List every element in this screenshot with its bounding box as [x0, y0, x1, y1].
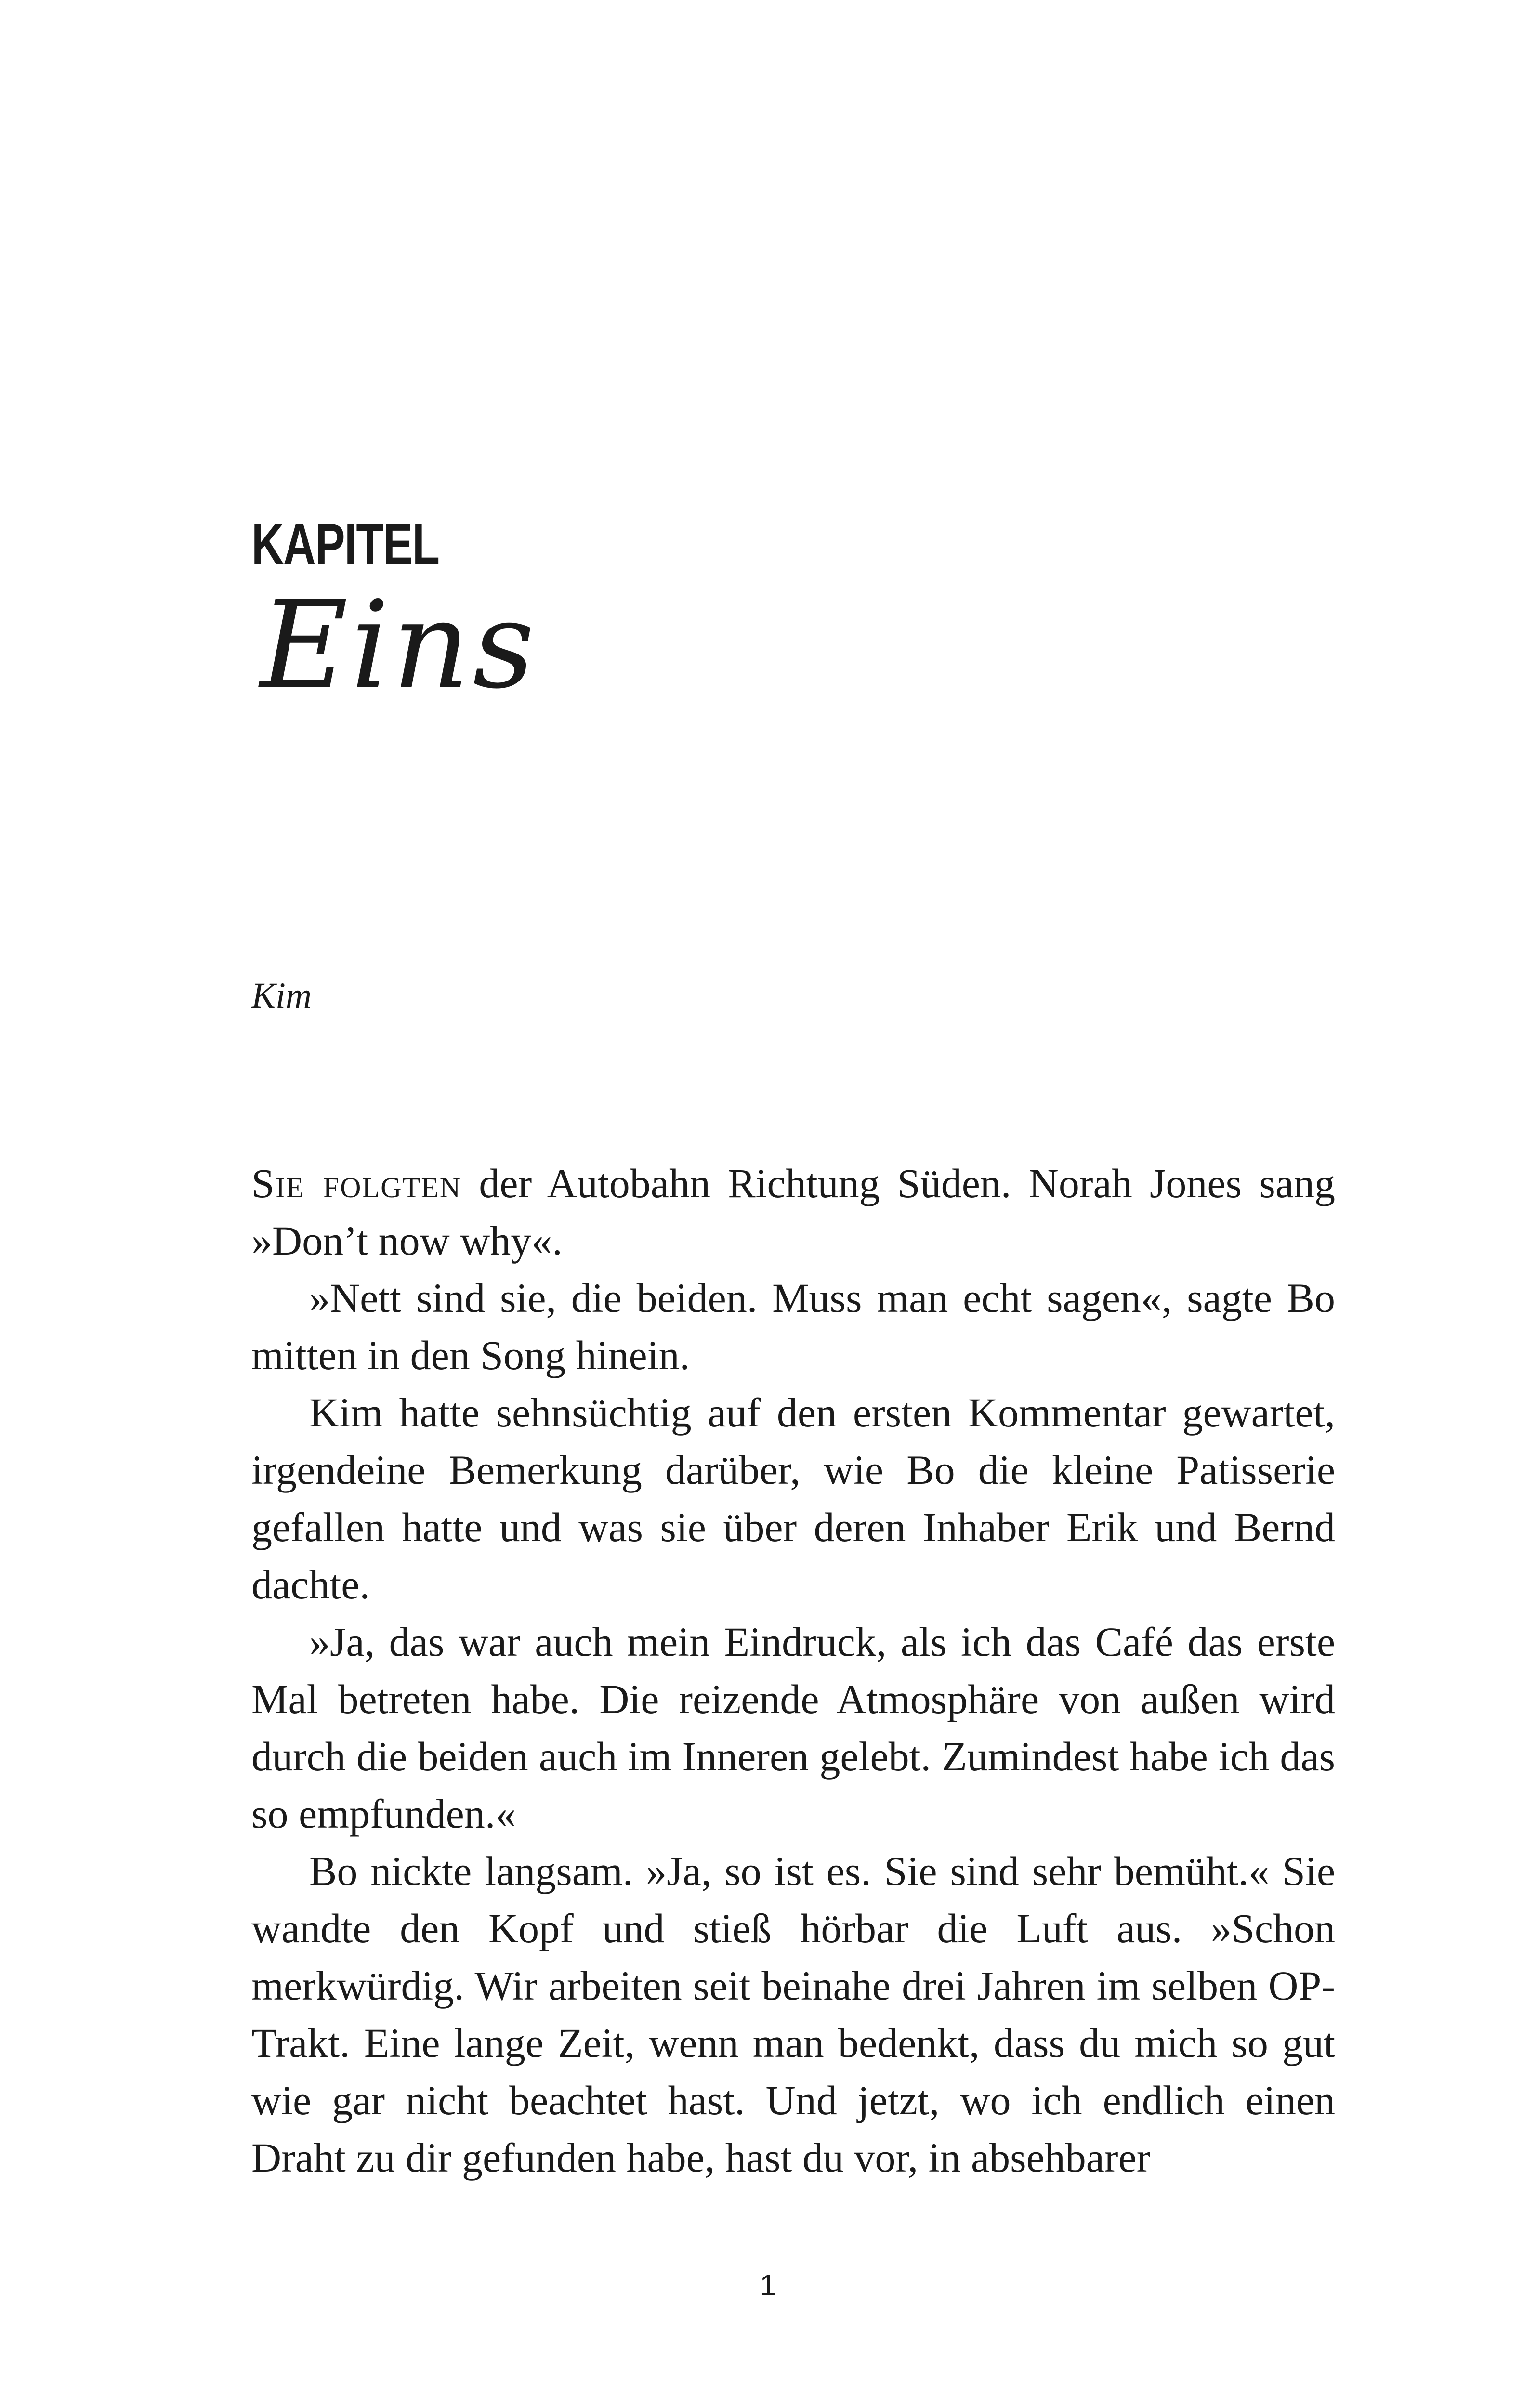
pov-character-name: Kim: [251, 976, 312, 1016]
page-number: 1: [760, 2269, 776, 2302]
body-text: [251, 1155, 1335, 2186]
paragraph: Kim hatte sehnsüchtig auf den ersten Kommentar gewartet, irgendeine Bemerkung darüber, wie Bo die kleine Patisserie gefallen hatte und was sie über deren Inhaber Erik und Bernd dachte.: [251, 1389, 1335, 1608]
chapter-label: KAPITEL: [251, 512, 439, 576]
lead-in-small-caps: Sie folgten: [251, 1160, 462, 1206]
paragraph-text: der Autobahn Richtung Süden. Norah Jones sang »Don’t now why«.: [251, 1160, 1335, 1264]
paragraph: »Ja, das war auch mein Eindruck, als ich das Café das erste Mal betreten habe. Die reizende Atmosphäre von außen wird durch die beiden auch im Inneren gelebt. Zumindest habe ich das so empfunden.«: [251, 1619, 1335, 1837]
paragraph: [251, 1155, 1335, 1269]
chapter-title: Eins: [260, 575, 538, 715]
paragraph: »Nett sind sie, die beiden. Muss man echt sagen«, sagte Bo mitten in den Song hinein.: [251, 1275, 1335, 1378]
paragraph: Bo nickte langsam. »Ja, so ist es. Sie sind sehr bemüht.« Sie wandte den Kopf und stieß hörbar die Luft aus. »Schon merkwürdig. Wir arbeiten seit beinahe drei Jahren im selben OP-Trakt. Eine lange Zeit, wenn man bedenkt, dass du mich so gut wie gar nicht beachtet hast. Und jetzt, wo ich endlich einen Draht zu dir gefunden habe, hast du vor, in absehbarer: [251, 1848, 1335, 2181]
